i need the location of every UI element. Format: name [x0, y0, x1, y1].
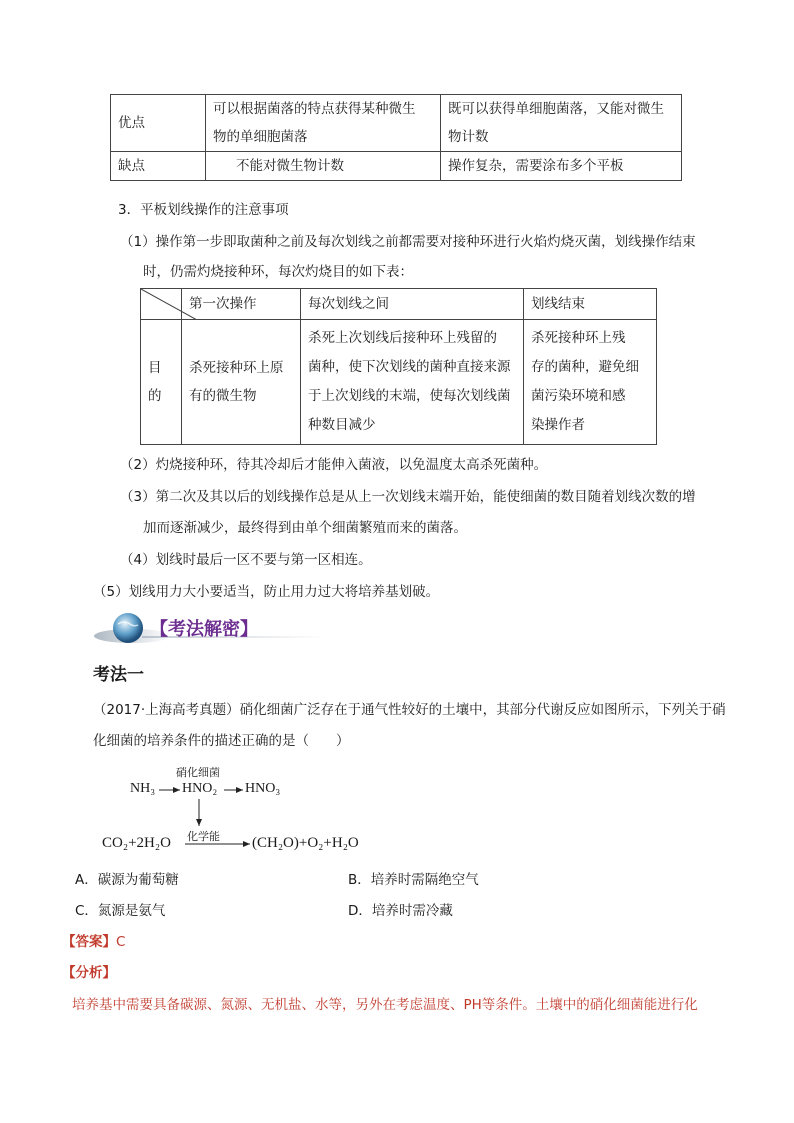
- formula-hno2: HNO₂: [182, 781, 218, 796]
- option-a[interactable]: A．碳源为葡萄糖: [75, 872, 179, 888]
- energy-label: 化学能: [187, 831, 220, 843]
- paragraph-line: （5）划线用力大小要适当，防止用力过大将培养基划破。: [93, 584, 440, 600]
- paragraph-line: （1）操作第一步即取菌种之前及每次划线之前都需要对接种环进行火焰灼烧灭菌，划线操作结束: [120, 234, 696, 250]
- option-b[interactable]: B．培养时需隔绝空气: [348, 872, 479, 888]
- row-label: 优点: [111, 95, 206, 152]
- table-cell: [206, 95, 441, 152]
- method-title: 考法一: [93, 665, 144, 685]
- section-title: 3．平板划线操作的注意事项: [118, 202, 289, 218]
- answer-value: C: [116, 934, 126, 950]
- table-cell: [182, 320, 301, 445]
- diagonal-line: [141, 289, 197, 320]
- paragraph-line: （4）划线时最后一区不要与第一区相连。: [120, 552, 372, 568]
- table-cell: 不能对微生物计数: [206, 152, 441, 181]
- formula-reactants: CO₂+2H₂O: [102, 835, 171, 851]
- answer-label: 【答案】: [62, 934, 116, 950]
- cell-text: 杀死上次划线后接种环上残留的: [308, 330, 497, 346]
- table-row: [111, 95, 682, 152]
- question-text: （2017·上海高考真题）硝化细菌广泛存在于通气性较好的土壤中，其部分代谢反应如图所示，下列关于硝: [93, 702, 726, 718]
- reaction-diagram: [102, 762, 410, 862]
- option-d[interactable]: D．培养时需冷藏: [348, 903, 453, 919]
- table-row: [141, 289, 657, 320]
- cell-text: 有的微生物: [189, 388, 257, 404]
- paragraph-line: （3）第二次及其以后的划线操作总是从上一次划线末端开始，能使细菌的数目随着划线次数的增: [120, 489, 696, 505]
- paragraph-line: （2）灼烧接种环，待其冷却后才能伸入菌液，以免温度太高杀死菌种。: [120, 457, 548, 473]
- cell-text: 杀死接种环上残: [531, 330, 626, 346]
- cell-text: 杀死接种环上原: [189, 360, 284, 376]
- row-label: 目的: [141, 320, 182, 445]
- column-header: 划线结束: [524, 289, 657, 320]
- paragraph-line: 时，仍需灼烧接种环，每次灼烧目的如下表：: [143, 264, 413, 280]
- table-cell: [301, 320, 524, 445]
- cell-text: 菌种，使下次划线的菌种直接来源: [308, 359, 511, 375]
- question-text: 化细菌的培养条件的描述正确的是（ ）: [93, 733, 350, 749]
- table-cell: 操作复杂，需要涂布多个平板: [441, 152, 682, 181]
- row-label: 缺点: [111, 152, 206, 181]
- cell-text: 种数目减少: [308, 417, 376, 433]
- cell-text: 既可以获得单细胞菌落，又能对微生: [448, 101, 664, 117]
- cell-text: 存的菌种，避免细: [531, 359, 639, 375]
- banner-title: 【考法解密】: [150, 619, 258, 640]
- cell-text: 可以根据菌落的特点获得某种微生: [213, 101, 416, 117]
- table-cell: [524, 320, 657, 445]
- formula-hno3: HNO₃: [245, 781, 281, 796]
- cell-text: 物的单细胞菌落: [213, 129, 308, 145]
- paragraph-line: 加而逐渐减少，最终得到由单个细菌繁殖而来的菌落。: [143, 520, 467, 536]
- analysis-text: 培养基中需要具备碳源、氮源、无机盐、水等，另外在考虑温度、PH等条件。土壤中的硝化细菌能进行化: [72, 997, 698, 1013]
- table-row: [111, 152, 682, 181]
- comparison-table: [110, 94, 682, 181]
- sterilization-table: [140, 288, 657, 445]
- table-cell: [441, 95, 682, 152]
- table-row: [141, 320, 657, 445]
- cell-text: 物计数: [448, 129, 489, 145]
- cell-text: 染操作者: [531, 417, 585, 433]
- diagonal-header-cell: [141, 289, 182, 320]
- formula-products: (CH₂O)+O₂+H₂O: [252, 835, 359, 851]
- option-c[interactable]: C．氮源是氨气: [75, 903, 166, 919]
- cell-text: 菌污染环境和感: [531, 388, 626, 404]
- analysis-label: 【分析】: [62, 965, 116, 981]
- column-header: 第一次操作: [182, 289, 301, 320]
- catalyst-label: 硝化细菌: [176, 767, 220, 779]
- column-header: 每次划线之间: [301, 289, 524, 320]
- answer-line: [62, 932, 125, 952]
- formula-nh3: NH₃: [130, 781, 156, 796]
- cell-text: 于上次划线的末端，使每次划线菌: [308, 388, 511, 404]
